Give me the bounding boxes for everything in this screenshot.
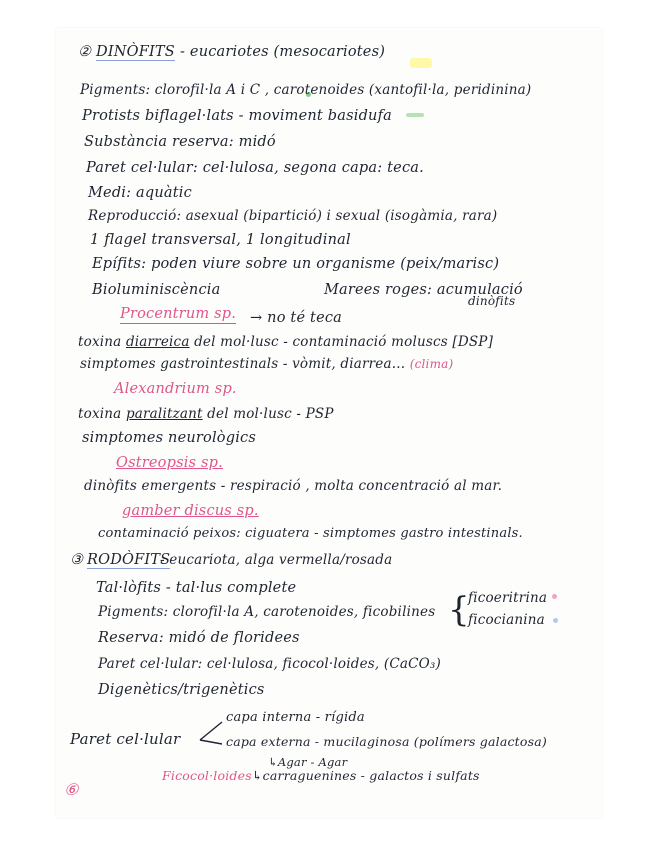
note-line: Reserva: midó de floridees: [98, 630, 300, 646]
section-number: ③: [70, 552, 84, 568]
species-name: Alexandrium sp.: [114, 381, 237, 397]
note-line: dinòfits emergents - respiració , molta concentració al mar.: [84, 478, 503, 494]
note-line: → no té teca: [250, 310, 343, 326]
note-line: 1 flagel transversal, 1 longitudinal: [90, 232, 351, 248]
note-line: Ficocol·loides: [162, 768, 252, 783]
section-number: ②: [78, 44, 92, 60]
note-line: contaminació peixos: ciguatera - simptomes gastro intestinals.: [98, 526, 523, 541]
note-line: Paret cel·lular: cel·lulosa, ficocol·loides, (CaCO₃): [98, 656, 442, 672]
note-line: Substància reserva: midó: [84, 134, 276, 150]
page-number: ⑥: [64, 780, 79, 799]
note-line: ↳Agar - Agar: [268, 755, 348, 769]
note-line: capa interna - rígida: [226, 710, 365, 725]
section-title: DINÒFITS: [96, 44, 175, 60]
note-line: ficocianina: [468, 612, 545, 628]
note-line: capa externa - mucilaginosa (polímers galactosa): [226, 734, 547, 749]
note-line: Reproducció: asexual (bipartició) i sexual (isogàmia, rara): [88, 208, 498, 224]
note-line: simptomes gastrointestinals - vòmit, diarrea... (clima): [80, 356, 454, 372]
note-line: Marees roges: acumulació: [324, 282, 523, 298]
note-line: ficoeritrina: [468, 590, 548, 606]
note-line: toxina paralitzant del mol·lusc - PSP: [78, 406, 334, 422]
note-line: dinòfits: [468, 294, 516, 308]
note-line: Bioluminiscència: [92, 282, 221, 298]
section-subtitle: - eucariota, alga vermella/rosada: [160, 552, 393, 568]
note-line: Protists biflagel·lats - moviment basidufa: [82, 108, 392, 124]
brace: {: [448, 590, 470, 630]
note-line: ↳carraguenines - galactos i sulfats: [252, 768, 480, 783]
note-line: Paret cel·lular: cel·lulosa, segona capa: teca.: [86, 160, 424, 176]
section-title: RODÒFITS: [87, 552, 171, 568]
note-line: toxina diarreica del mol·lusc - contaminació moluscs [DSP]: [78, 334, 494, 350]
note-line: Pigments: clorofil·la A, carotenoides, ficobilines: [98, 604, 436, 620]
species-name: gamber discus sp.: [122, 503, 259, 519]
note-line: Pigments: clorofil·la A i C , carotenoides (xantofil·la, peridinina): [80, 82, 532, 98]
note-line: Tal·lòfits - tal·lus complete: [96, 580, 297, 596]
note-line: simptomes neurològics: [82, 430, 257, 446]
species-name: Procentrum sp.: [120, 306, 237, 322]
note-line: Digenètics/trigenètics: [98, 682, 265, 698]
species-name: Ostreopsis sp.: [116, 455, 223, 471]
note-line: Epífits: poden viure sobre un organisme (peix/marisc): [92, 256, 500, 272]
note-line: Paret cel·lular: [70, 730, 181, 748]
section-subtitle: - eucariotes (mesocariotes): [180, 44, 386, 60]
note-line: Medi: aquàtic: [88, 185, 192, 201]
